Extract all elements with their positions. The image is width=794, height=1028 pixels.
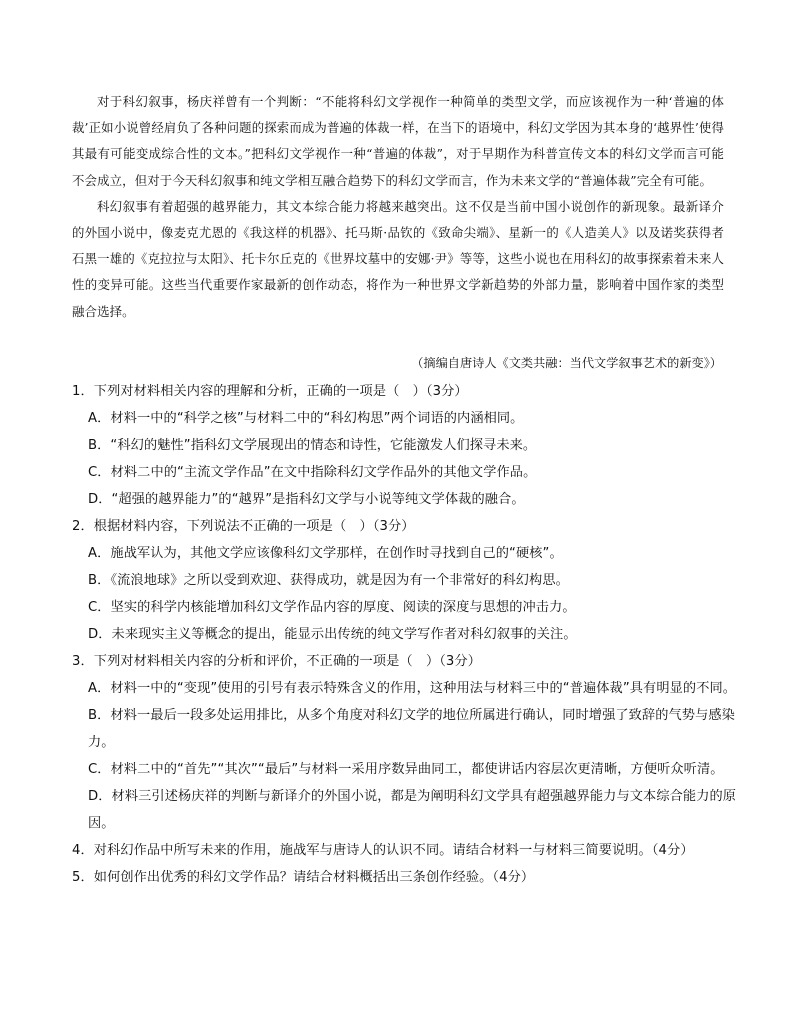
- option-b: B．《流浪地球》之所以受到欢迎、获得成功，就是因为有一个非常好的科幻构思。: [88, 573, 569, 588]
- passage-source: （摘编自唐诗人《文类共融：当代文学叙事艺术的新变》）: [411, 356, 722, 370]
- question-stem: 5．如何创作出优秀的科幻文学作品？请结合材料概括出三条创作经验。（4分）: [72, 870, 535, 885]
- passage-paragraph-1: 对于科幻叙事，杨庆祥曾有一个判断：“不能将科幻文学视作一种简单的类型文学，而应该视作为一种‘普遍的体裁’正如小说曾经肩负了各种问题的探索而成为普遍的体裁一样，在当下的语境中，科幻文学因为其本身的‘越界性’使得其最有可能变成综合性的文本。”把科幻文学视作一种“普遍的体裁”，对于早期作为科普宣传文本的科幻文学而言可能不会成立，但对于今天科幻叙事和纯文学相互融合趋势下的科幻文学而言，作为未来文学的“普遍体裁”完全有可能。: [72, 94, 724, 188]
- question-1: [72, 378, 738, 513]
- option-c: C．材料二中的“主流文学作品”在文中指除科幻文学作品外的其他文学作品。: [88, 465, 537, 480]
- passage-paragraph-2: 科幻叙事有着超强的越界能力，其文本综合能力将越来越突出。这不仅是当前中国小说创作的新现象。最新译介的外国小说中，像麦克尤恩的《我这样的机器》、托马斯·品钦的《致命尖端》、星新一的《人造美人》以及诺奖获得者石黑一雄的《克拉拉与太阳》、托卡尔丘克的《世界坟墓中的安娜·尹》等等，这些小说也在用科幻的故事探索着未来人性的变异可能。这些当代重要作家最新的创作动态，将作为一种世界文学新趋势的外部力量，影响着中国作家的类型融合选择。: [72, 198, 724, 319]
- question-2: [72, 513, 738, 648]
- option-b: B．材料一最后一段多处运用排比，从多个角度对科幻文学的地位所属进行确认，同时增强了致辞的气势与感染力。: [88, 708, 735, 750]
- question-stem: 2．根据材料内容，下列说法不正确的一项是（ ）（3分）: [72, 519, 415, 534]
- question-list: [72, 378, 738, 891]
- question-4: [72, 837, 738, 864]
- option-d: D．“超强的越界能力”的“越界”是指科幻文学与小说等纯文学体裁的融合。: [88, 492, 525, 507]
- reading-passage: [72, 89, 724, 325]
- option-a: A．材料一中的“科学之核”与材料二中的“科幻构思”两个词语的内涵相同。: [88, 411, 524, 426]
- option-c: C．坚实的科学内核能增加科幻文学作品内容的厚度、阅读的深度与思想的冲击力。: [88, 600, 576, 615]
- question-stem: 4．对科幻作品中所写未来的作用，施战军与唐诗人的认识不同。请结合材料一与材料三简要说明。（4分）: [72, 843, 694, 858]
- option-b: B．“科幻的魅性”指科幻文学展现出的情态和诗性，它能激发人们探寻未来。: [88, 438, 537, 453]
- question-stem: 3．下列对材料相关内容的分析和评价，不正确的一项是（ ）（3分）: [72, 654, 482, 669]
- option-c: C．材料二中的“首先”“其次”“最后”与材料一采用序数异曲同工，都使讲话内容层次更清晰，方便听众听清。: [88, 762, 724, 777]
- question-5: [72, 864, 738, 891]
- option-a: A．材料一中的“变现”使用的引号有表示特殊含义的作用，这种用法与材料三中的“普遍体裁”具有明显的不同。: [88, 681, 737, 696]
- option-d: D．未来现实主义等概念的提出，能显示出传统的纯文学写作者对科幻叙事的关注。: [88, 627, 577, 642]
- question-stem: 1．下列对材料相关内容的理解和分析，正确的一项是（ ）（3分）: [72, 384, 468, 399]
- question-3: [72, 648, 738, 837]
- option-a: A．施战军认为，其他文学应该像科幻文学那样，在创作时寻找到自己的“硬核”。: [88, 546, 563, 561]
- option-d: D．材料三引述杨庆祥的判断与新译介的外国小说，都是为阐明科幻文学具有超强越界能力与文本综合能力的原因。: [88, 789, 737, 831]
